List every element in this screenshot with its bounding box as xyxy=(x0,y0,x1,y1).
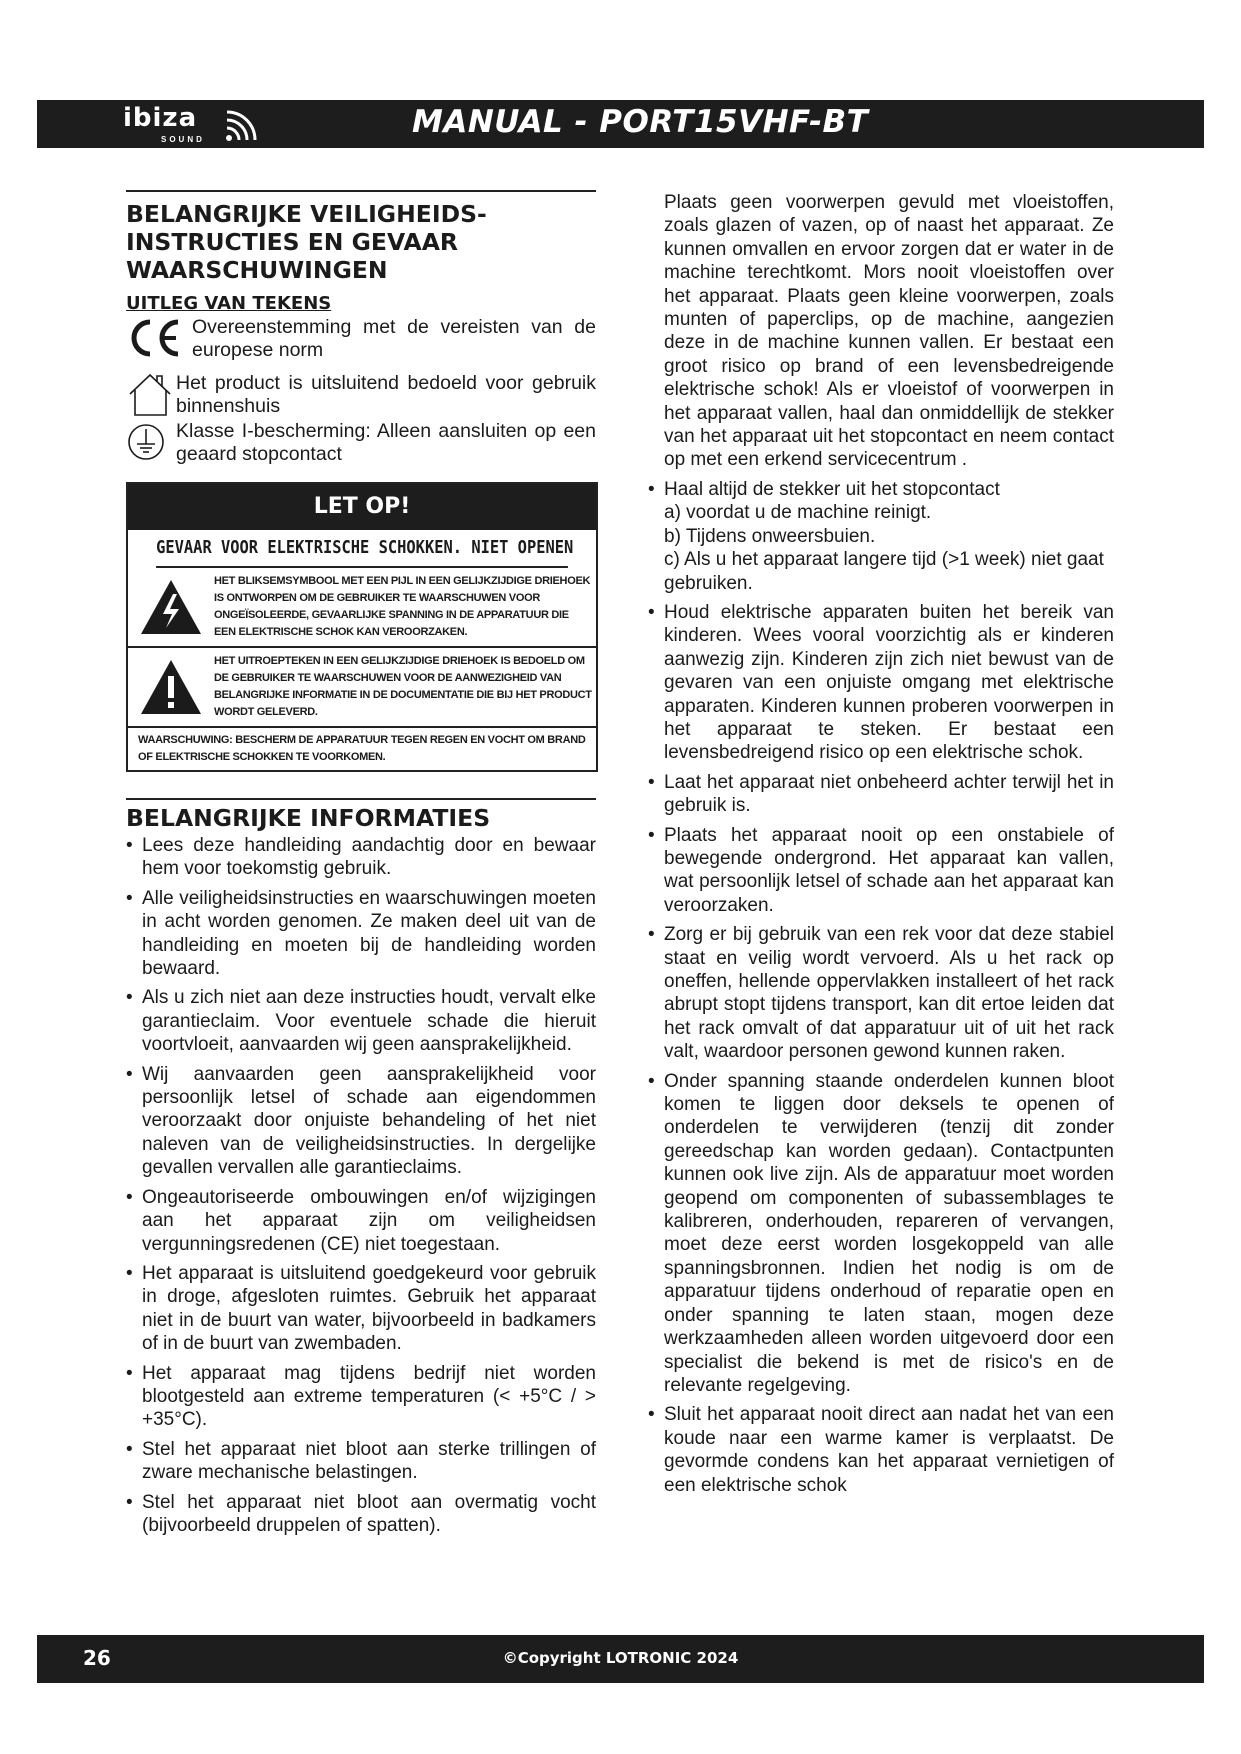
list-item: • Stel het apparaat niet bloot aan sterke trillingen of zware mechanische belastingen. xyxy=(126,1438,596,1485)
brand-logo xyxy=(123,103,273,146)
safety-list xyxy=(648,478,1114,1497)
warning-title: LET OP! xyxy=(128,484,596,530)
list-item: • Het apparaat mag tijdens bedrijf niet worden blootgesteld aan extreme temperaturen (< +5°C / > +35°C). xyxy=(126,1362,596,1432)
warning-footer-text: WAARSCHUWING: BESCHERM DE APPARATUUR TEGEN REGEN EN VOCHT OM BRAND OF ELEKTRISCHE SCHOKKEN TE VOORKOMEN. xyxy=(138,734,586,763)
list-item: • Onder spanning staande onderdelen kunnen bloot komen te liggen door deksels te openen of onderdelen te verwijderen (tenzij dit zonder gereedschap kan worden gedaan). Contactpunten kunnen ook live zijn. Als de apparatuur moet worden geopend om componenten of subassemblages te kalibreren, onderhouden, repareren of vervangen, moet deze eerst worden losgekoppeld van alle spanningsbronnen. Indien het nodig is om de apparatuur tijdens onderhoud of reparatie open en onder spanning te laten staan, mogen deze werkzaamheden alleen worden uitgevoerd door een specialist die bekend is met de risico's en de relevante regelgeving. xyxy=(648,1070,1114,1398)
list-item: • Als u zich niet aan deze instructies houdt, vervalt elke garantieclaim. Voor eventuele schade die hieruit voortvloeit, aanvaarden wij geen aansprakelijkheid. xyxy=(126,986,596,1056)
copyright-text: ©Copyright LOTRONIC 2024 xyxy=(502,1649,739,1667)
header-bar xyxy=(37,100,1204,148)
info-heading: BELANGRIJKE INFORMATIES xyxy=(126,804,491,832)
warning-row-exclamation xyxy=(128,648,596,728)
warning-row-lightning xyxy=(128,568,596,648)
logo-subtext: SOUND xyxy=(161,135,205,144)
info-list xyxy=(126,834,596,1537)
list-item: • Lees deze handleiding aandachtig door en bewaar hem voor toekomstig gebruik. xyxy=(126,834,596,881)
list-item: • Alle veiligheidsinstructies en waarschuwingen moeten in acht worden genomen. Ze maken deel uit van de handleiding en moeten bij de handleiding worden bewaard. xyxy=(126,887,596,981)
indoor-use-text: Het product is uitsluitend bedoeld voor gebruik binnenshuis xyxy=(176,372,596,417)
page-number: 26 xyxy=(83,1646,111,1670)
section-divider xyxy=(126,798,596,800)
lightning-triangle-icon xyxy=(139,578,203,636)
list-item: • Laat het apparaat niet onbeheerd achter terwijl het in gebruik is. xyxy=(648,771,1114,818)
right-column xyxy=(648,191,1114,1503)
list-item: • Haal altijd de stekker uit het stopcontact a) voordat u de machine reinigt. b) Tijdens onweersbuien. c) Als u het apparaat langere tijd (>1 week) niet gaat gebruiken. xyxy=(648,478,1114,595)
symbols-subheading: UITLEG VAN TEKENS xyxy=(126,293,332,314)
exclamation-warning-text: HET UITROEPTEKEN IN EEN GELIJKZIJDIGE DRIEHOEK IS BEDOELD OM DE GEBRUIKER TE WAARSCHUWEN VOOR DE AANWEZIGHEID VAN BELANGRIJKE INFORMATIE IN DE DOCUMENTATIE DIE BIJ HET PRODUCT WORDT GELEVERD. xyxy=(214,655,592,718)
intro-paragraph: Plaats geen voorwerpen gevuld met vloeistoffen, zoals glazen of vazen, op of naast het apparaat. Ze kunnen omvallen en ervoor zorgen dat er water in de machine terechtkomt. Mors nooit vloeistoffen over het apparaat. Plaats geen kleine voorwerpen, zoals munten of paperclips, op de machine, aangezien deze in de machine kunnen vallen. Er bestaat een groot risico op brand of een levensbedreigende elektrische schok! Als er vloeistof of voorwerpen in het apparaat vallen, haal dan onmiddellijk de stekker van het apparaat uit het stopcontact en neem contact op met een erkend servicecentrum . xyxy=(664,192,1114,471)
logo-text: ibiza xyxy=(123,103,198,133)
list-item: • Wij aanvaarden geen aansprakelijkheid voor persoonlijk letsel of schade aan eigendommen veroorzaakt door onjuiste behandeling of het niet naleven van de veiligheidsinstructies. In dergelijke gevallen vervallen alle garantieclaims. xyxy=(126,1063,596,1180)
ground-icon xyxy=(126,420,176,462)
warning-subtitle: GEVAAR VOOR ELEKTRISCHE SCHOKKEN. NIET OPENEN xyxy=(156,530,568,568)
list-item: • Sluit het apparaat nooit direct aan nadat het van een koude naar een warme kamer is verplaatst. De gevormde condens kan het apparaat vernietigen of een elektrische schok xyxy=(648,1403,1114,1497)
house-icon xyxy=(126,372,176,418)
list-item: • Zorg er bij gebruik van een rek voor dat deze stabiel staat en veilig wordt vervoerd. Als u het rack op oneffen, hellende oppervlakken installeert of het rack abrupt stopt tijdens transport, kan dit ertoe leiden dat het rack omvalt of dat apparatuur uit of uit het rack valt, waardoor personen gewond kunnen raken. xyxy=(648,923,1114,1063)
list-item: • Ongeautoriseerde ombouwingen en/of wijzigingen aan het apparaat zijn om veiligheidsen vergunningsredenen (CE) niet toegestaan. xyxy=(126,1186,596,1256)
lightning-warning-text: HET BLIKSEMSYMBOOL MET EEN PIJL IN EEN GELIJKZIJDIGE DRIEHOEK IS ONTWORPEN OM DE GEBRUIKER TE WAARSCHUWEN VOOR ONGEÏSOLEERDE, GEVAARLIJKE SPANNING IN DE APPARATUUR DIE EEN ELEKTRISCHE SCHOK KAN VEROORZAKEN. xyxy=(214,575,591,638)
ground-text: Klasse I-bescherming: Alleen aansluiten op een geaard stopcontact xyxy=(176,420,596,465)
list-item: • Het apparaat is uitsluitend goedgekeurd voor gebruik in droge, afgesloten ruimtes. Gebruik het apparaat niet in de buurt van water, bijvoorbeeld in badkamers of in de buurt van zwembaden. xyxy=(126,1262,596,1356)
symbol-row-ground xyxy=(126,420,596,466)
footer-bar xyxy=(37,1635,1204,1683)
warning-box xyxy=(126,482,598,772)
exclamation-triangle-icon xyxy=(139,658,203,716)
ce-mark-icon xyxy=(126,316,192,360)
list-item: • Plaats het apparaat nooit op een onstabiele of bewegende ondergrond. Het apparaat kan vallen, wat persoonlijk letsel of schade aan het apparaat kan veroorzaken. xyxy=(648,824,1114,918)
manual-title: MANUAL - PORT15VHF-BT xyxy=(412,104,869,140)
section-divider xyxy=(126,190,596,192)
list-item: • Houd elektrische apparaten buiten het bereik van kinderen. Wees vooral voorzichtig als er kinderen aanwezig zijn. Kinderen zijn zich niet bewust van de gevaren van een onjuiste omgang met elektrische apparaten. Kinderen kunnen proberen voorwerpen in het apparaat te steken. Er bestaat een levensbedreigend risico op een elektrische schok. xyxy=(648,601,1114,765)
safety-heading: BELANGRIJKE VEILIGHEIDS- INSTRUCTIES EN GEVAAR WAARSCHUWINGEN xyxy=(126,200,487,284)
symbol-row-ce xyxy=(126,316,596,362)
list-item: • Stel het apparaat niet bloot aan overmatig vocht (bijvoorbeeld druppelen of spatten). xyxy=(126,1491,596,1538)
ce-mark-text: Overeenstemming met de vereisten van de europese norm xyxy=(192,316,596,361)
symbol-row-indoor xyxy=(126,372,596,418)
left-column xyxy=(126,190,596,1543)
sound-waves-icon xyxy=(223,110,267,144)
